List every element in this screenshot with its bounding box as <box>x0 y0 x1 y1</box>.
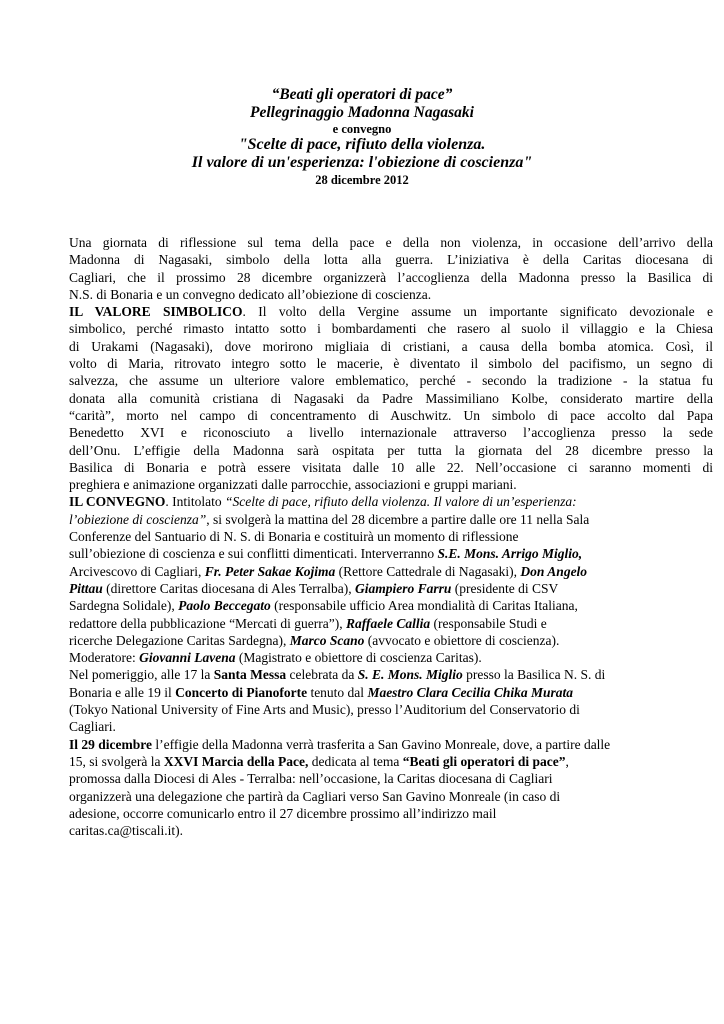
afternoon-line: Cagliari. <box>69 719 116 735</box>
section-heading-conference: IL CONVEGNO <box>69 494 166 510</box>
conference-line: l’obiezione di coscienza”, si svolgerà la mattina del 28 dicembre a partire dalle ore 11 nella Sala <box>69 511 590 527</box>
intro-line: N.S. di Bonaria e un convegno dedicato all’obiezione di coscienza. <box>69 286 432 302</box>
symbolic-value-line: volto di Maria, ritrovato integro sotto le macerie, è diventato il simbolo del pacifismo, un segno di <box>69 356 713 372</box>
speaker-name: Raffaele Callia <box>346 615 431 631</box>
afternoon-line: (Tokyo National University of Fine Arts and Music), presso l’Auditorium del Conservatorio di <box>69 702 580 718</box>
concert-label: Concerto di Pianoforte <box>175 684 308 700</box>
speaker-name: Paolo Beccegato <box>178 598 271 614</box>
conference-line: Moderatore: Giovanni Lavena (Magistrato e obiettore di coscienza Caritas). <box>69 650 482 666</box>
afternoon-line: Nel pomeriggio, alle 17 la Santa Messa celebrata da S. E. Mons. Miglio presso la Basilica N. S. di <box>69 667 606 683</box>
march-line: 15, si svolgerà la XXVI Marcia della Pace, dedicata al tema “Beati gli operatori di pace”, <box>69 753 569 769</box>
moderator-name: Giovanni Lavena <box>139 650 236 666</box>
conference-line: ricerche Delegazione Caritas Sardegna), Marco Scano (avvocato e obiettore di coscienza). <box>69 632 560 648</box>
document-header <box>0 86 724 187</box>
symbolic-value-line: dell’Onu. L’effigie della Madonna sarà ospitata per tutta la giornata del 28 dicembre presso la <box>69 442 713 458</box>
conference-line: Arcivescovo di Cagliari, Fr. Peter Sakae Kojima (Rettore Cattedrale di Nagasaki), Don Angelo <box>69 563 588 579</box>
conference-line: Pittau (direttore Caritas diocesana di Ales Terralba), Giampiero Farru (presidente di CSV <box>69 580 559 596</box>
section-heading-symbolic-value: IL VALORE SIMBOLICO <box>69 304 243 320</box>
speaker-name: Giampiero Farru <box>354 580 452 596</box>
symbolic-value-line: salvezza, che assume un ulteriore valore emblematico, perché - secondo la tradizione - la statua fu <box>69 373 713 389</box>
intro-line: Una giornata di riflessione sul tema della pace e della non violenza, in occasione dell’arrivo della <box>69 235 713 250</box>
intro-line: Madonna di Nagasaki, simbolo della lotta alla guerra. L’iniziativa è della Caritas diocesana di <box>69 252 713 268</box>
title-conference-subtitle: Il valore di un'esperienza: l'obiezione di coscienza" <box>191 154 533 172</box>
speaker-name: Pittau <box>69 580 103 596</box>
title-pilgrimage: Pellegrinaggio Madonna Nagasaki <box>250 103 474 121</box>
title-conjunction: e convegno <box>332 121 392 136</box>
conference-line: redattore della pubblicazione “Mercati di guerra”), Raffaele Callia (responsabile Studi e <box>69 615 547 631</box>
conference-line: Conferenze del Santuario di N. S. di Bonaria e costituirà un momento di riflessione <box>69 529 519 545</box>
march-line: promossa dalla Diocesi di Ales - Terralba: nell’occasione, la Caritas diocesana di Cagliari <box>69 771 553 787</box>
speaker-name: S.E. Mons. Arrigo Miglio, <box>437 546 583 562</box>
symbolic-value-line: donata alla comunità cristiana di Nagasaki da Padre Massimiliano Kolbe, considerato martire della <box>69 390 713 406</box>
speaker-name: Marco Scano <box>289 632 365 648</box>
afternoon-line: Bonaria e alle 19 il Concerto di Pianoforte tenuto dal Maestro Clara Cecilia Chika Murata <box>69 684 573 700</box>
contact-email-line: caritas.ca@tiscali.it). <box>69 823 184 839</box>
conference-line: sull’obiezione di coscienza e sui conflitti dimenticati. Interverranno S.E. Mons. Arrigo Miglio, <box>69 546 583 562</box>
symbolic-value-line: IL VALORE SIMBOLICO. Il volto della Vergine assume un importante significato devozionale e <box>69 304 713 320</box>
title-motto: “Beati gli operatori di pace” <box>271 86 453 103</box>
event-date: 28 dicembre 2012 <box>315 172 409 187</box>
march-title: XXVI Marcia della Pace, <box>163 753 309 769</box>
march-line: organizzerà una delegazione che partirà da Cagliari verso San Gavino Monreale (in caso di <box>69 788 561 804</box>
speaker-name: Fr. Peter Sakae Kojima <box>204 563 336 579</box>
march-line: Il 29 dicembre l’effigie della Madonna verrà trasferita a San Gavino Monreale, dove, a partire dalle <box>69 736 611 752</box>
symbolic-value-line: “carità”, morto nel campo di concentramento di Auschwitz. Un simbolo di pace accolto dal Papa <box>69 407 713 423</box>
march-date: Il 29 dicembre <box>69 736 152 752</box>
march-line: adesione, occorre comunicarlo entro il 27 dicembre prossimo all’indirizzo mail <box>69 805 497 821</box>
symbolic-value-line: preghiera e animazione organizzati dalle parrocchie, associazioni e gruppi mariani. <box>69 477 517 493</box>
symbolic-value-line: Basilica di Bonaria e potrà essere visitata dalle 10 alle 22. Nell’occasione ci saranno momenti di <box>69 459 713 475</box>
celebrant-name: S. E. Mons. Miglio <box>357 667 463 683</box>
march-theme: “Beati gli operatori di pace” <box>402 753 566 769</box>
symbolic-value-line: di Urakami (Nagasaki), dove morirono migliaia di cristiani, a causa della bomba atomica. Così, il <box>69 338 713 354</box>
conference-line: IL CONVEGNO. Intitolato “Scelte di pace, rifiuto della violenza. Il valore di un’esperienza: <box>69 494 577 510</box>
pianist-name: Maestro Clara Cecilia Chika Murata <box>367 684 573 700</box>
symbolic-value-line: Benedetto XVI e riconosciuto a livello internazionale attraverso l’accoglienza presso la sede <box>69 425 713 441</box>
conference-line: Sardegna Solidale), Paolo Beccegato (responsabile ufficio Area mondialità di Caritas Italiana, <box>69 598 578 614</box>
document-body <box>69 234 713 839</box>
speaker-name: Don Angelo <box>520 563 588 579</box>
mass-label: Santa Messa <box>213 667 287 683</box>
intro-line: Cagliari, che il prossimo 28 dicembre organizzerà l’accoglienza della Madonna presso la Basilica di <box>69 269 713 285</box>
title-conference: "Scelte di pace, rifiuto della violenza. <box>238 136 486 153</box>
symbolic-value-line: simbolico, perché rimasto intatto sotto i bombardamenti che rasero al suolo il villaggio e la Chiesa <box>69 321 713 337</box>
